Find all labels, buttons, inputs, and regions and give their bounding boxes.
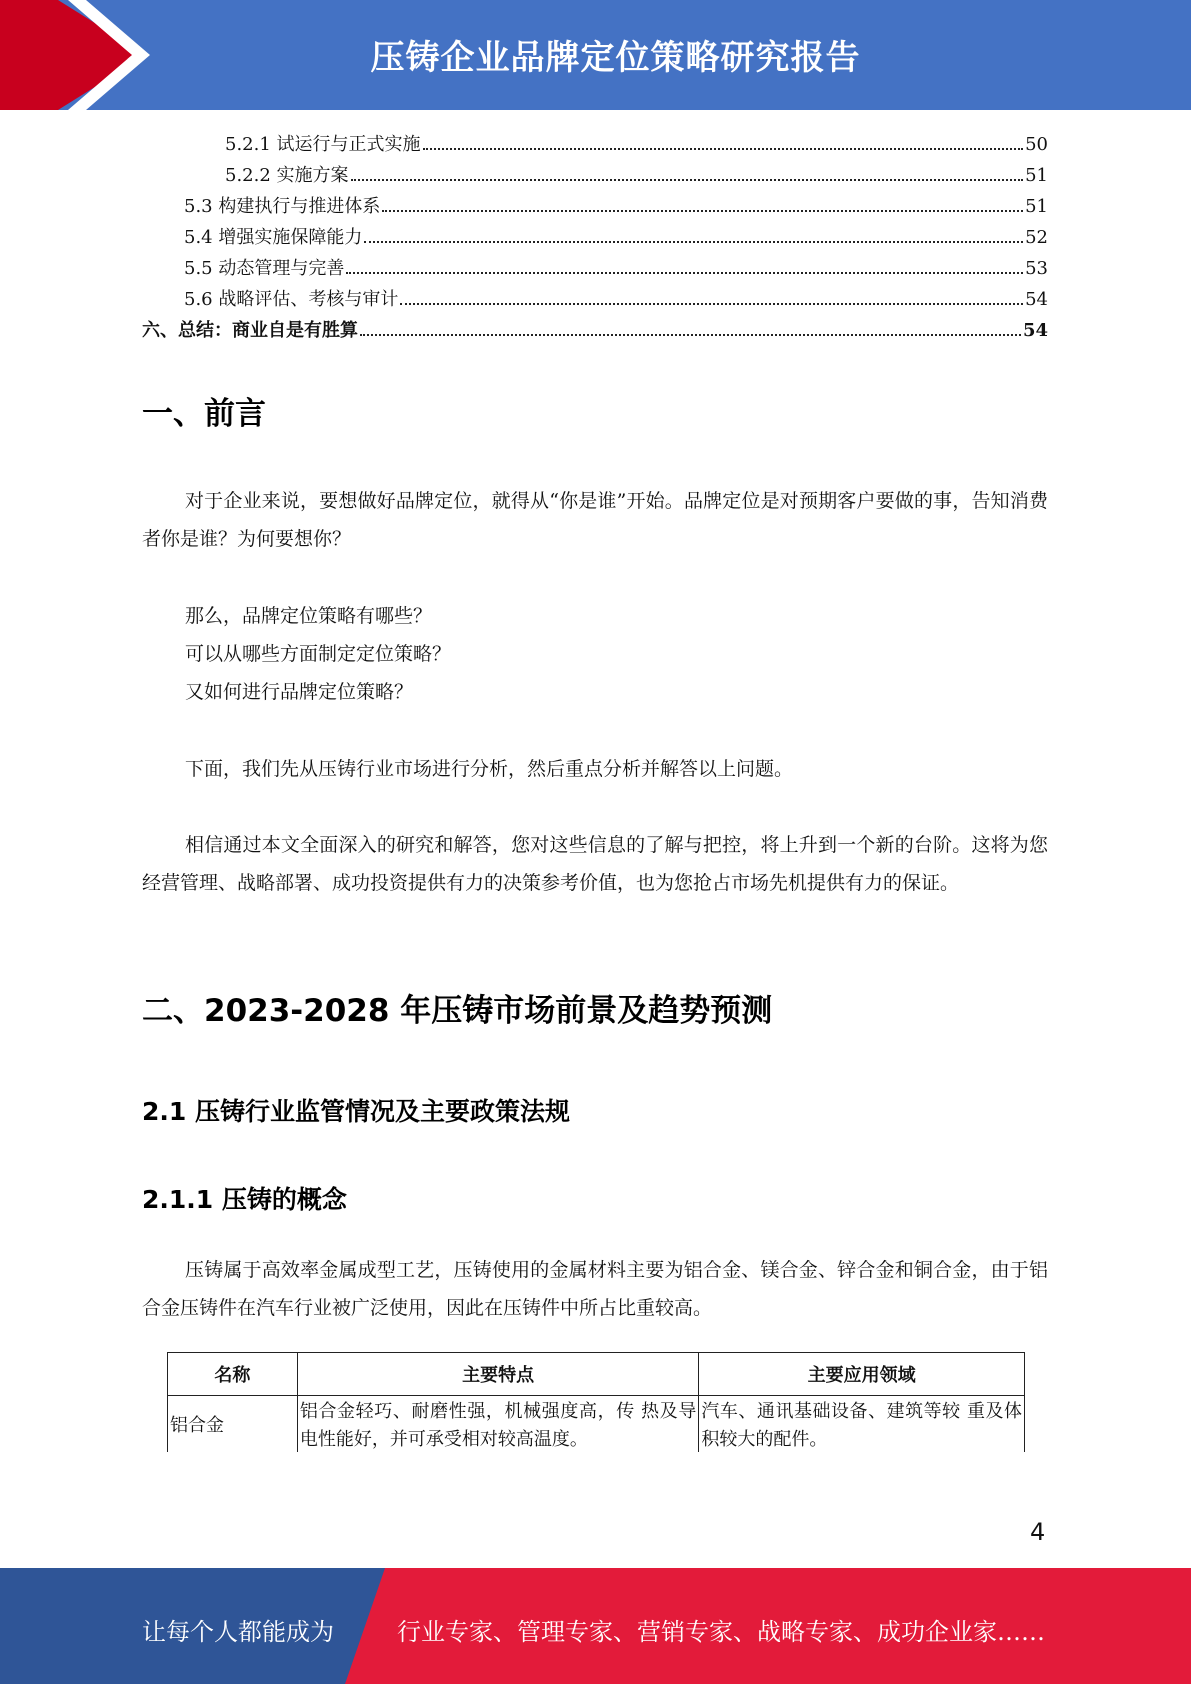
table-header-cell: 主要应用领域: [699, 1353, 1025, 1396]
section-heading-market: 二、2023-2028 年压铸市场前景及趋势预测: [142, 993, 773, 1029]
toc-entry-label: 5.3 构建执行与推进体系: [184, 196, 381, 217]
section-heading-preface: 一、前言: [142, 396, 266, 432]
toc-entry-label: 5.6 战略评估、考核与审计: [184, 289, 399, 310]
paragraph: 下面，我们先从压铸行业市场进行分析，然后重点分析并解答以上问题。: [185, 758, 794, 780]
toc-entry-page: 50: [1025, 134, 1048, 155]
question-line: 可以从哪些方面制定定位策略？: [185, 643, 452, 665]
toc-leader: [351, 179, 1024, 181]
table-header-cell: 名称: [168, 1353, 298, 1396]
toc-entry[interactable]: [142, 223, 1048, 254]
table-row: [168, 1396, 1025, 1453]
footer-slogan-left: 让每个人都能成为: [142, 1618, 334, 1646]
alloy-table-wrapper: [167, 1352, 1025, 1452]
table-cell: 汽车、通讯基础设备、建筑等较 重及体积较大的配件。: [699, 1396, 1025, 1453]
subsection-heading: 2.1.1 压铸的概念: [142, 1185, 347, 1214]
toc-leader: [400, 303, 1023, 305]
toc-entry-label: 六、总结：商业自是有胜算: [142, 320, 358, 341]
toc-entry-page: 53: [1025, 258, 1048, 279]
question-line: 又如何进行品牌定位策略？: [185, 681, 414, 703]
toc-leader: [364, 241, 1023, 243]
toc-entry[interactable]: [142, 316, 1048, 347]
toc-entry-page: 52: [1025, 227, 1048, 248]
toc-entry-label: 5.2.2 实施方案: [225, 165, 349, 186]
toc-entry-page: 51: [1025, 165, 1048, 186]
table-header-row: [168, 1353, 1025, 1396]
toc-entry[interactable]: [142, 161, 1048, 192]
toc-entry[interactable]: [142, 192, 1048, 223]
toc-entry-label: 5.4 增强实施保障能力: [184, 227, 363, 248]
toc-leader: [382, 210, 1023, 212]
paragraph: 对于企业来说，要想做好品牌定位，就得从“你是谁”开始。品牌定位是对预期客户要做的事，告知消费者你是谁？为何要想你？: [142, 490, 1048, 550]
toc-leader: [423, 148, 1024, 150]
page-number: 4: [1030, 1518, 1046, 1546]
table-header-cell: 主要特点: [297, 1353, 699, 1396]
page-header: [0, 0, 1191, 110]
report-title: 压铸企业品牌定位策略研究报告: [370, 38, 861, 78]
toc-entry[interactable]: [142, 130, 1048, 161]
paragraph: 相信通过本文全面深入的研究和解答，您对这些信息的了解与把控，将上升到一个新的台阶。这将为您经营管理、战略部署、成功投资提供有力的决策参考价值，也为您抢占市场先机提供有力的保证。: [142, 834, 1048, 894]
subsection-heading: 2.1 压铸行业监管情况及主要政策法规: [142, 1097, 570, 1126]
toc-leader: [360, 334, 1021, 336]
footer-slogan-right: 行业专家、管理专家、营销专家、战略专家、成功企业家……: [397, 1618, 1045, 1646]
toc-entry-page: 51: [1025, 196, 1048, 217]
table-cell: 铝合金: [168, 1396, 298, 1453]
toc-entry-label: 5.2.1 试运行与正式实施: [225, 134, 421, 155]
paragraph: 压铸属于高效率金属成型工艺，压铸使用的金属材料主要为铝合金、镁合金、锌合金和铜合金，由于铝合金压铸件在汽车行业被广泛使用，因此在压铸件中所占比重较高。: [142, 1259, 1048, 1319]
alloy-table: [167, 1352, 1025, 1452]
question-line: 那么，品牌定位策略有哪些？: [185, 605, 433, 627]
toc-entry[interactable]: [142, 254, 1048, 285]
toc-entry-page: 54: [1025, 289, 1048, 310]
table-of-contents: [142, 130, 1048, 347]
toc-entry-label: 5.5 动态管理与完善: [184, 258, 345, 279]
page-footer: [0, 1568, 1191, 1684]
toc-leader: [346, 272, 1023, 274]
toc-entry-page: 54: [1022, 320, 1048, 341]
table-cell: 铝合金轻巧、耐磨性强，机械强度高，传 热及导电性能好，并可承受相对较高温度。: [297, 1396, 699, 1453]
toc-entry[interactable]: [142, 285, 1048, 316]
